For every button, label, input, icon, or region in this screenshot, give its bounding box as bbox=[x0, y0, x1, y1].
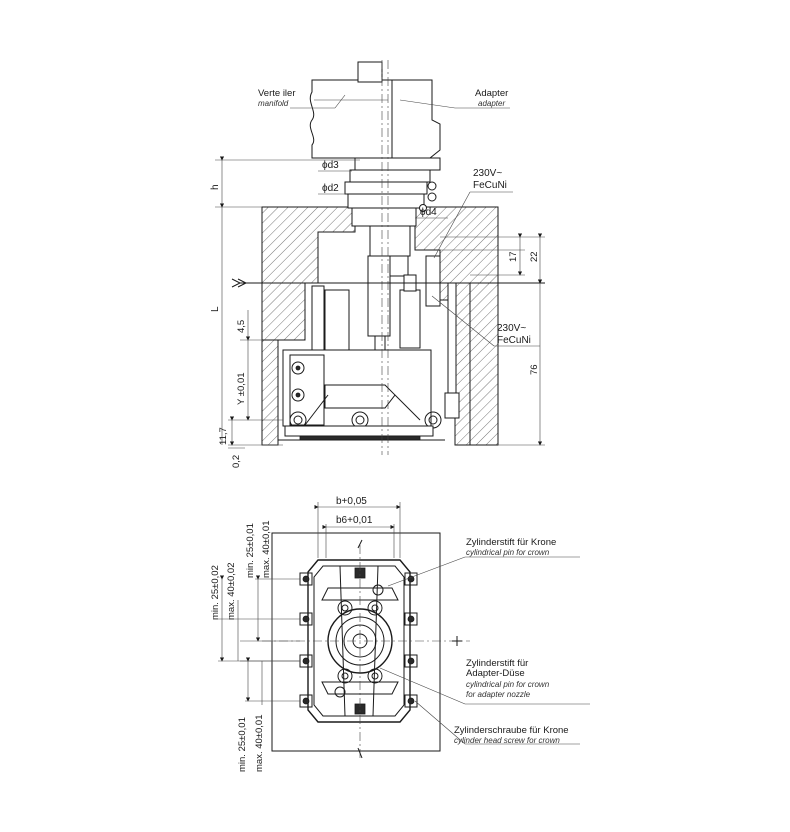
d76-dim: 76 bbox=[529, 364, 540, 375]
b6-dim: b6+0,01 bbox=[336, 515, 373, 526]
d45-dim: 4,5 bbox=[236, 319, 247, 333]
manifold-label-en: manifold bbox=[258, 99, 289, 108]
h-dim: h bbox=[210, 184, 221, 190]
b-dim: b+0,05 bbox=[336, 496, 367, 507]
adapter-label-en: adapter bbox=[478, 99, 506, 108]
plan-top-dimensions bbox=[318, 496, 400, 558]
fixing-screws bbox=[300, 573, 417, 707]
heater2-material-label: FeCuNi bbox=[497, 335, 531, 346]
L-dim: L bbox=[210, 306, 221, 312]
d3-label: ϕd3 bbox=[322, 160, 339, 171]
crown-pin-label-de: Zylinderstift für Krone bbox=[466, 537, 557, 548]
crown-pin-label-en: cylindrical pin for crown bbox=[466, 548, 550, 557]
d17-dim: 17 bbox=[508, 251, 519, 262]
manifold-block bbox=[310, 62, 392, 158]
d2-label: ϕd2 bbox=[322, 183, 339, 194]
section-arrow-mark bbox=[452, 636, 462, 646]
nozzle-pin-label-de2: Adapter-Düse bbox=[466, 668, 525, 679]
max40-top-dim: max. 40±0,01 bbox=[261, 520, 272, 578]
min25-bottom-dim: min. 25±0,01 bbox=[237, 717, 248, 772]
max40-left-dim: max. 40±0,02 bbox=[226, 562, 237, 620]
d22-dim: 22 bbox=[529, 251, 540, 262]
section-view bbox=[210, 60, 545, 468]
crown-assembly bbox=[278, 350, 445, 440]
plan-view bbox=[210, 496, 590, 772]
y-dim: Y ±0,01 bbox=[236, 372, 247, 405]
max40-bottom-dim: max. 40±0,01 bbox=[254, 714, 265, 772]
nozzle-pin-label-en2: for adapter nozzle bbox=[466, 690, 531, 699]
adapter-label-de: Adapter bbox=[475, 88, 509, 99]
d117-dim: 11,7 bbox=[218, 427, 229, 445]
d02-dim: 0,2 bbox=[231, 454, 242, 468]
manifold-label-de: Verte iler bbox=[258, 88, 296, 99]
min25-left-dim: min. 25±0,02 bbox=[210, 565, 221, 620]
nozzle-pin-label-de1: Zylinderstift für bbox=[466, 658, 529, 669]
min25-top-dim: min. 25±0,01 bbox=[245, 523, 256, 578]
plan-upper-left-dimensions bbox=[240, 521, 300, 642]
screw-label-en: cylinder head screw for crown bbox=[454, 736, 560, 745]
screw-label-de: Zylinderschraube für Krone bbox=[454, 725, 569, 736]
d4-label: ϕd4 bbox=[420, 207, 437, 218]
plan-lower-left-dimensions bbox=[237, 661, 300, 772]
heater-voltage-label: 230V~ bbox=[473, 168, 503, 179]
nozzle-pin-label-en1: cylindrical pin for crown bbox=[466, 680, 550, 689]
heater-material-label: FeCuNi bbox=[473, 180, 507, 191]
heater2-voltage-label: 230V~ bbox=[497, 323, 527, 334]
